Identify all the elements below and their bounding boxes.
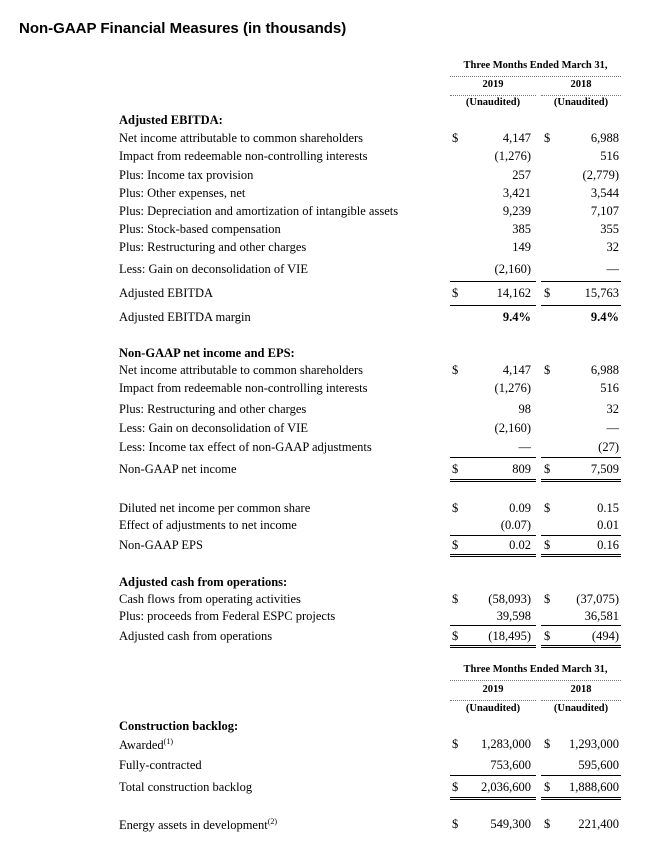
col1-note: (Unaudited)	[465, 703, 521, 714]
total-rule	[450, 645, 536, 648]
table-row	[0, 204, 666, 222]
row-label	[119, 817, 277, 833]
footnote-marker: (1)	[163, 737, 173, 746]
awarded-label: Awarded	[119, 738, 164, 753]
table-row	[0, 168, 666, 186]
table-row	[0, 462, 666, 480]
col1-year: 2019	[482, 684, 504, 695]
value-2019: 0.02	[509, 538, 531, 552]
currency-symbol: $	[544, 629, 551, 643]
value-2019: 753,600	[490, 758, 531, 772]
subtotal-rule	[450, 457, 536, 458]
table-row	[0, 363, 666, 381]
value-2018: 32	[606, 240, 619, 254]
table-row	[0, 518, 666, 536]
value-2019: 3,421	[502, 186, 531, 200]
currency-symbol: $	[544, 780, 551, 794]
currency-symbol: $	[544, 592, 551, 606]
year-rule-2	[541, 700, 621, 701]
value-2019: (1,276)	[494, 381, 531, 395]
row-label: Less: Gain on deconsolidation of VIE	[119, 421, 308, 435]
row-label: Adjusted EBITDA	[119, 286, 214, 300]
currency-symbol: $	[544, 131, 551, 145]
section-title: Adjusted cash from operations:	[119, 575, 288, 589]
currency-symbol: $	[544, 538, 551, 552]
subtotal-rule	[541, 775, 621, 776]
year-rule-1	[450, 700, 536, 701]
row-label: Impact from redeemable non-controlling interests	[119, 381, 368, 395]
value-2018: (2,779)	[582, 168, 619, 182]
table-row	[0, 262, 666, 280]
row-label: Less: Income tax effect of non-GAAP adjustments	[119, 440, 372, 454]
subtotal-rule	[541, 625, 621, 626]
currency-symbol: $	[452, 817, 459, 831]
section-header	[0, 719, 666, 737]
total-rule	[450, 554, 536, 557]
value-2019: 39,598	[496, 609, 531, 623]
row-label: Net income attributable to common shareholders	[119, 363, 364, 377]
row-label: Adjusted cash from operations	[119, 629, 273, 643]
value-2018: 0.15	[597, 501, 619, 515]
row-label: Effect of adjustments to net income	[119, 518, 297, 532]
value-2018: 355	[600, 222, 619, 236]
value-2018: 9.4%	[590, 310, 619, 324]
value-2018: 3,544	[590, 186, 619, 200]
table-row	[0, 186, 666, 204]
subtotal-rule	[541, 457, 621, 458]
col1-year: 2019	[482, 79, 504, 90]
value-2019: 9.4%	[502, 310, 531, 324]
total-rule	[450, 479, 536, 482]
table-row	[0, 421, 666, 439]
total-rule	[541, 645, 621, 648]
value-2018: 516	[600, 381, 619, 395]
currency-symbol: $	[452, 131, 459, 145]
value-2018: 36,581	[584, 609, 619, 623]
value-2018: 595,600	[578, 758, 619, 772]
value-2018: 15,763	[584, 286, 619, 300]
footnote-marker: (2)	[267, 817, 278, 826]
total-rule	[450, 305, 536, 306]
table-row	[0, 402, 666, 420]
table-row	[0, 131, 666, 149]
value-2019: (2,160)	[494, 262, 531, 276]
value-2018: 221,400	[578, 817, 619, 831]
subtotal-rule	[541, 281, 621, 282]
value-2018: 6,988	[590, 131, 619, 145]
value-2018: 0.16	[597, 538, 619, 552]
value-2019: 385	[512, 222, 531, 236]
table-row	[0, 737, 666, 755]
value-2019: 4,147	[502, 363, 531, 377]
row-label: Non-GAAP net income	[119, 462, 237, 476]
table-row	[0, 440, 666, 458]
value-2018: —	[606, 262, 619, 276]
subtotal-rule	[450, 281, 536, 282]
value-2019: (2,160)	[494, 421, 531, 435]
currency-symbol: $	[544, 737, 551, 751]
currency-symbol: $	[452, 363, 459, 377]
value-2019: 14,162	[496, 286, 531, 300]
row-label: Plus: proceeds from Federal ESPC projects	[119, 609, 336, 623]
energy-label: Energy assets in development	[119, 818, 268, 833]
value-2019: (0.07)	[500, 518, 531, 532]
value-2019: —	[518, 440, 531, 454]
table-row	[0, 149, 666, 167]
table-row	[0, 592, 666, 610]
value-2019: 1,283,000	[481, 737, 531, 751]
value-2019: 0.09	[509, 501, 531, 515]
value-2018: 32	[606, 402, 619, 416]
row-label: Less: Gain on deconsolidation of VIE	[119, 262, 308, 276]
table-row	[0, 501, 666, 519]
value-2019: 9,239	[502, 204, 531, 218]
currency-symbol: $	[452, 592, 459, 606]
row-label: Plus: Income tax provision	[119, 168, 254, 182]
table-row	[0, 286, 666, 304]
row-label: Cash flows from operating activities	[119, 592, 301, 606]
period-header: Three Months Ended March 31,	[463, 664, 608, 675]
header-rule	[450, 76, 621, 77]
value-2019: (18,495)	[488, 629, 531, 643]
total-rule	[541, 797, 621, 800]
value-2019: (1,276)	[494, 149, 531, 163]
table-row	[0, 381, 666, 399]
value-2018: (494)	[591, 629, 619, 643]
subtotal-rule	[541, 535, 621, 536]
total-rule	[450, 797, 536, 800]
table-row	[0, 222, 666, 240]
currency-symbol: $	[544, 462, 551, 476]
value-2018: (27)	[598, 440, 619, 454]
row-label: Plus: Restructuring and other charges	[119, 402, 307, 416]
section-header	[0, 346, 666, 364]
table-row	[0, 780, 666, 798]
table-row	[0, 310, 666, 328]
total-rule	[541, 305, 621, 306]
value-2019: 98	[518, 402, 531, 416]
row-label	[119, 737, 173, 753]
currency-symbol: $	[452, 462, 459, 476]
value-2018: 1,888,600	[569, 780, 619, 794]
row-label: Plus: Restructuring and other charges	[119, 240, 307, 254]
page-title: Non-GAAP Financial Measures (in thousands)	[19, 20, 347, 37]
value-2018: (37,075)	[576, 592, 619, 606]
row-label: Plus: Stock-based compensation	[119, 222, 281, 236]
value-2019: 809	[512, 462, 531, 476]
currency-symbol: $	[544, 286, 551, 300]
value-2018: 6,988	[590, 363, 619, 377]
row-label: Plus: Other expenses, net	[119, 186, 246, 200]
row-label: Diluted net income per common share	[119, 501, 311, 515]
year-rule-2	[541, 95, 621, 96]
row-label: Adjusted EBITDA margin	[119, 310, 251, 324]
year-rule-1	[450, 95, 536, 96]
table-row	[0, 758, 666, 776]
row-label: Fully-contracted	[119, 758, 202, 772]
value-2019: 2,036,600	[481, 780, 531, 794]
currency-symbol: $	[544, 501, 551, 515]
value-2018: 0.01	[597, 518, 619, 532]
value-2018: 516	[600, 149, 619, 163]
row-label: Non-GAAP EPS	[119, 538, 203, 552]
value-2018: 1,293,000	[569, 737, 619, 751]
currency-symbol: $	[544, 363, 551, 377]
col2-year: 2018	[570, 684, 592, 695]
value-2019: 257	[512, 168, 531, 182]
total-rule	[541, 554, 621, 557]
currency-symbol: $	[452, 501, 459, 515]
section-header	[0, 575, 666, 593]
row-label: Total construction backlog	[119, 780, 253, 794]
row-label: Impact from redeemable non-controlling interests	[119, 149, 368, 163]
value-2018: —	[606, 421, 619, 435]
value-2019: 4,147	[502, 131, 531, 145]
value-2019: (58,093)	[488, 592, 531, 606]
currency-symbol: $	[452, 538, 459, 552]
table-row	[0, 240, 666, 258]
currency-symbol: $	[544, 817, 551, 831]
section-header	[0, 113, 666, 131]
header-rule	[450, 680, 621, 681]
value-2018: 7,509	[590, 462, 619, 476]
section-title: Adjusted EBITDA:	[119, 113, 223, 127]
subtotal-rule	[450, 535, 536, 536]
value-2019: 549,300	[490, 817, 531, 831]
col2-year: 2018	[570, 79, 592, 90]
subtotal-rule	[450, 775, 536, 776]
period-header: Three Months Ended March 31,	[463, 60, 608, 71]
table-row	[0, 817, 666, 835]
subtotal-rule	[450, 625, 536, 626]
currency-symbol: $	[452, 780, 459, 794]
value-2018: 7,107	[590, 204, 619, 218]
col2-note: (Unaudited)	[553, 703, 609, 714]
section-title: Non-GAAP net income and EPS:	[119, 346, 295, 360]
value-2019: 149	[512, 240, 531, 254]
row-label: Net income attributable to common shareholders	[119, 131, 364, 145]
currency-symbol: $	[452, 737, 459, 751]
row-label: Plus: Depreciation and amortization of intangible assets	[119, 204, 399, 218]
col2-note: (Unaudited)	[553, 97, 609, 108]
currency-symbol: $	[452, 629, 459, 643]
currency-symbol: $	[452, 286, 459, 300]
total-rule	[541, 479, 621, 482]
section-title: Construction backlog:	[119, 719, 239, 733]
col1-note: (Unaudited)	[465, 97, 521, 108]
